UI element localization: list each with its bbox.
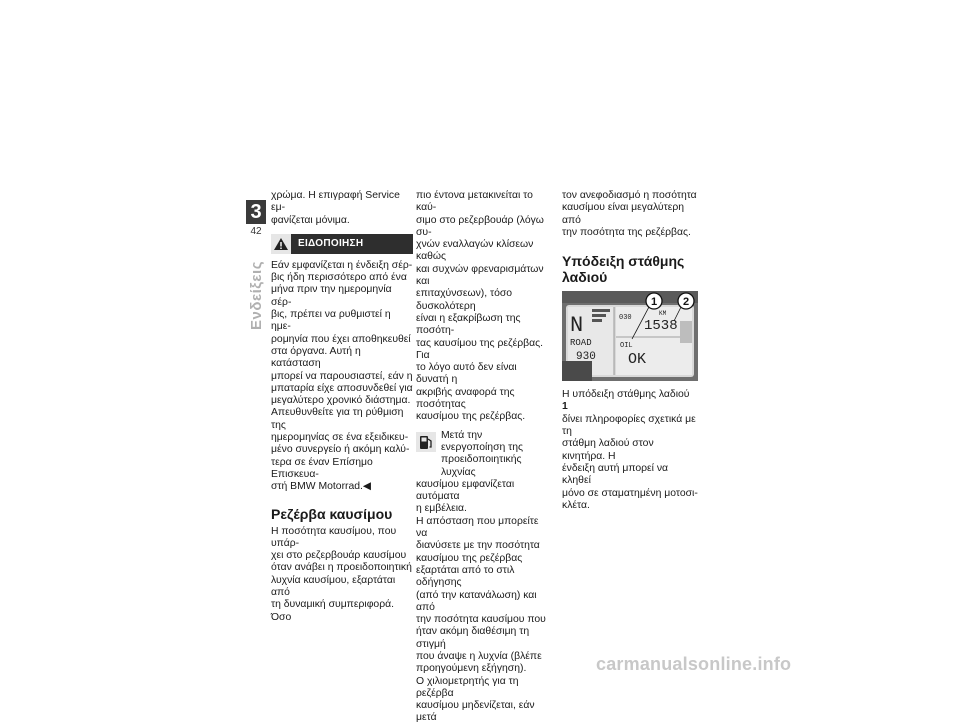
text-line: επιταχύνσεων), τόσο δυσκολότερη [416, 288, 513, 312]
text-line: στάθμη λαδιού στον κινητήρα. Η [562, 438, 654, 462]
text-line: ήταν ακόμη διαθέσιμη τη στιγμή [416, 626, 530, 650]
text-line: στα όργανα. Αυτή η κατάσταση [271, 345, 361, 370]
text-line: προειδοποιητικής λυχνίας [441, 454, 522, 478]
section-heading-oil-level [562, 253, 698, 285]
warning-banner [271, 234, 413, 254]
text-line: τη δυναμική συμπεριφορά. Όσο [271, 599, 395, 623]
text-line: ένδειξη αυτή μπορεί να κληθεί [562, 462, 669, 487]
text-line: κλέτα. [562, 499, 590, 511]
text-line: μεγαλύτερο χρονικό διάστημα. [271, 395, 411, 407]
text-line: ημερομηνίας σε ένα εξειδικευ- [271, 432, 409, 444]
oil-status-value: OK [628, 351, 647, 369]
text-line: καυσίμου της ρεζέρβας [416, 552, 523, 564]
odometer-unit: KM [659, 310, 667, 318]
heading-line: Υπόδειξη στάθμης [562, 253, 685, 270]
text-line: Η απόσταση που μπορείτε να [416, 515, 539, 540]
text-line: λυχνία καυσίμου, εξαρτάται από [271, 574, 396, 599]
text-line: Ο χιλιομετρητής για τη ρεζέρβα [416, 675, 519, 699]
text-line: φανίζεται μόνιμα. [271, 214, 350, 226]
figure-caption [562, 389, 698, 512]
chapter-number: 3 [246, 200, 266, 224]
range-value: 930 [576, 351, 596, 364]
text-line: δίνει πληροφορίες σχετικά με τη [562, 413, 696, 438]
callout-2-number: 2 [682, 296, 690, 309]
text-line: (από την κατανάλωση) και από [416, 589, 537, 613]
text-line: βις, πρέπει να ρυθμιστεί η ημε- [271, 309, 391, 333]
text-line: μπαταρία είχε αποσυνδεθεί για [271, 382, 413, 394]
text-line: καυσίμου της ρεζέρβας. [416, 411, 526, 423]
text-line: ακριβής αναφορά της ποσότητας [416, 386, 515, 411]
odometer-value: 1538 [644, 318, 678, 335]
text-line: τας καυσίμου της ρεζέρβας. Για [416, 337, 543, 361]
warning-label: ΕΙΔΟΠΟΙΗΣΗ [298, 237, 364, 249]
text-line: πιο έντονα μετακινείται το καύ- [416, 190, 533, 214]
text-line: τον ανεφοδιασμό η ποσότητα [562, 190, 697, 201]
text-line: στή BMW Motorrad.◀ [271, 481, 371, 493]
heading-line: λαδιού [562, 269, 608, 286]
text-line: καυσίμου εμφανίζεται αυτόματα [416, 478, 515, 503]
gear-indicator: N [570, 313, 584, 339]
text-line: προηγούμενη εξήγηση). [416, 663, 527, 675]
text-line: όταν ανάβει η προειδοποιητική [271, 562, 412, 574]
text-line: που άναψε η λυχνία (βλέπε [416, 650, 542, 662]
callout-1-number: 1 [650, 296, 658, 309]
text-line: μόνο σε σταματημένη μοτοσι- [562, 487, 698, 499]
text-line: χει στο ρεζερβουάρ καυσίμου [271, 550, 407, 562]
text-column-2 [416, 190, 549, 725]
text-line: εξαρτάται από το στιλ οδήγησης [416, 564, 515, 589]
oil-label: OIL [620, 342, 633, 351]
text-line: Η ποσότητα καυσίμου, που υπάρ- [271, 525, 397, 549]
text-column-3 [562, 190, 698, 512]
odometer-small: 030 [619, 314, 632, 323]
warning-triangle-icon [271, 234, 291, 254]
section-side-title: Ενδείξεις [248, 261, 265, 330]
fuel-pump-icon [416, 432, 436, 452]
text-line: το λόγο αυτό δεν είναι δυνατή η [416, 362, 517, 386]
fuel-note [416, 430, 549, 479]
text-line: χρώμα. Η επιγραφή Service εμ- [271, 190, 400, 214]
text-line: την ποσότητα της ρεζέρβας. [562, 226, 691, 238]
text-line: καυσίμου είναι μεγαλύτερη από [562, 202, 685, 226]
text-column-1 [271, 190, 413, 624]
text-line: ρομηνία που έχει αποθηκευθεί [271, 333, 411, 345]
instrument-cluster-photo [562, 291, 698, 381]
road-mode-label: ROAD [570, 338, 592, 349]
text-line: μήνα πριν την ημερομηνία σέρ- [271, 284, 392, 308]
text-line: είναι η εξακρίβωση της ποσότη- [416, 312, 521, 337]
caption-lead: Η υπόδειξη στάθμης λαδιού [562, 389, 690, 401]
text-line: καυσίμου μηδενίζεται, εάν μετά [416, 700, 535, 724]
section-heading-fuel-reserve: Ρεζέρβα καυσίμου [271, 505, 393, 522]
text-line: βις ήδη περισσότερο από ένα [271, 272, 407, 284]
text-line: χνών εναλλαγών κλίσεων καθώς [416, 239, 534, 263]
text-line: σιμο στο ρεζερβουάρ (λόγω συ- [416, 214, 544, 238]
watermark: carmanualsonline.info [596, 654, 792, 674]
instrument-cluster-illustration [562, 291, 698, 381]
text-line: την ποσότητα καυσίμου που [416, 614, 546, 626]
text-line: και συχνών φρεναρισμάτων και [416, 263, 544, 288]
page-number: 42 [250, 226, 262, 237]
text-line: η εμβέλεια. [416, 503, 467, 515]
caption-ref-number: 1 [562, 401, 568, 413]
text-line: Μετά την ενεργοποίηση της [441, 429, 524, 453]
text-line: μπορεί να παρουσιαστεί, εάν η [271, 370, 413, 382]
text-line: μένο συνεργείο ή ακόμη καλύ- [271, 444, 410, 456]
text-line: Απευθυνθείτε για τη ρύθμιση της [271, 407, 404, 431]
text-line: Εάν εμφανίζεται η ένδειξη σέρ- [271, 259, 413, 271]
text-line: διανύσετε με την ποσότητα [416, 540, 540, 552]
text-line [562, 389, 698, 414]
text-line: τερα σε έναν Επίσημο Επισκευα- [271, 456, 373, 480]
